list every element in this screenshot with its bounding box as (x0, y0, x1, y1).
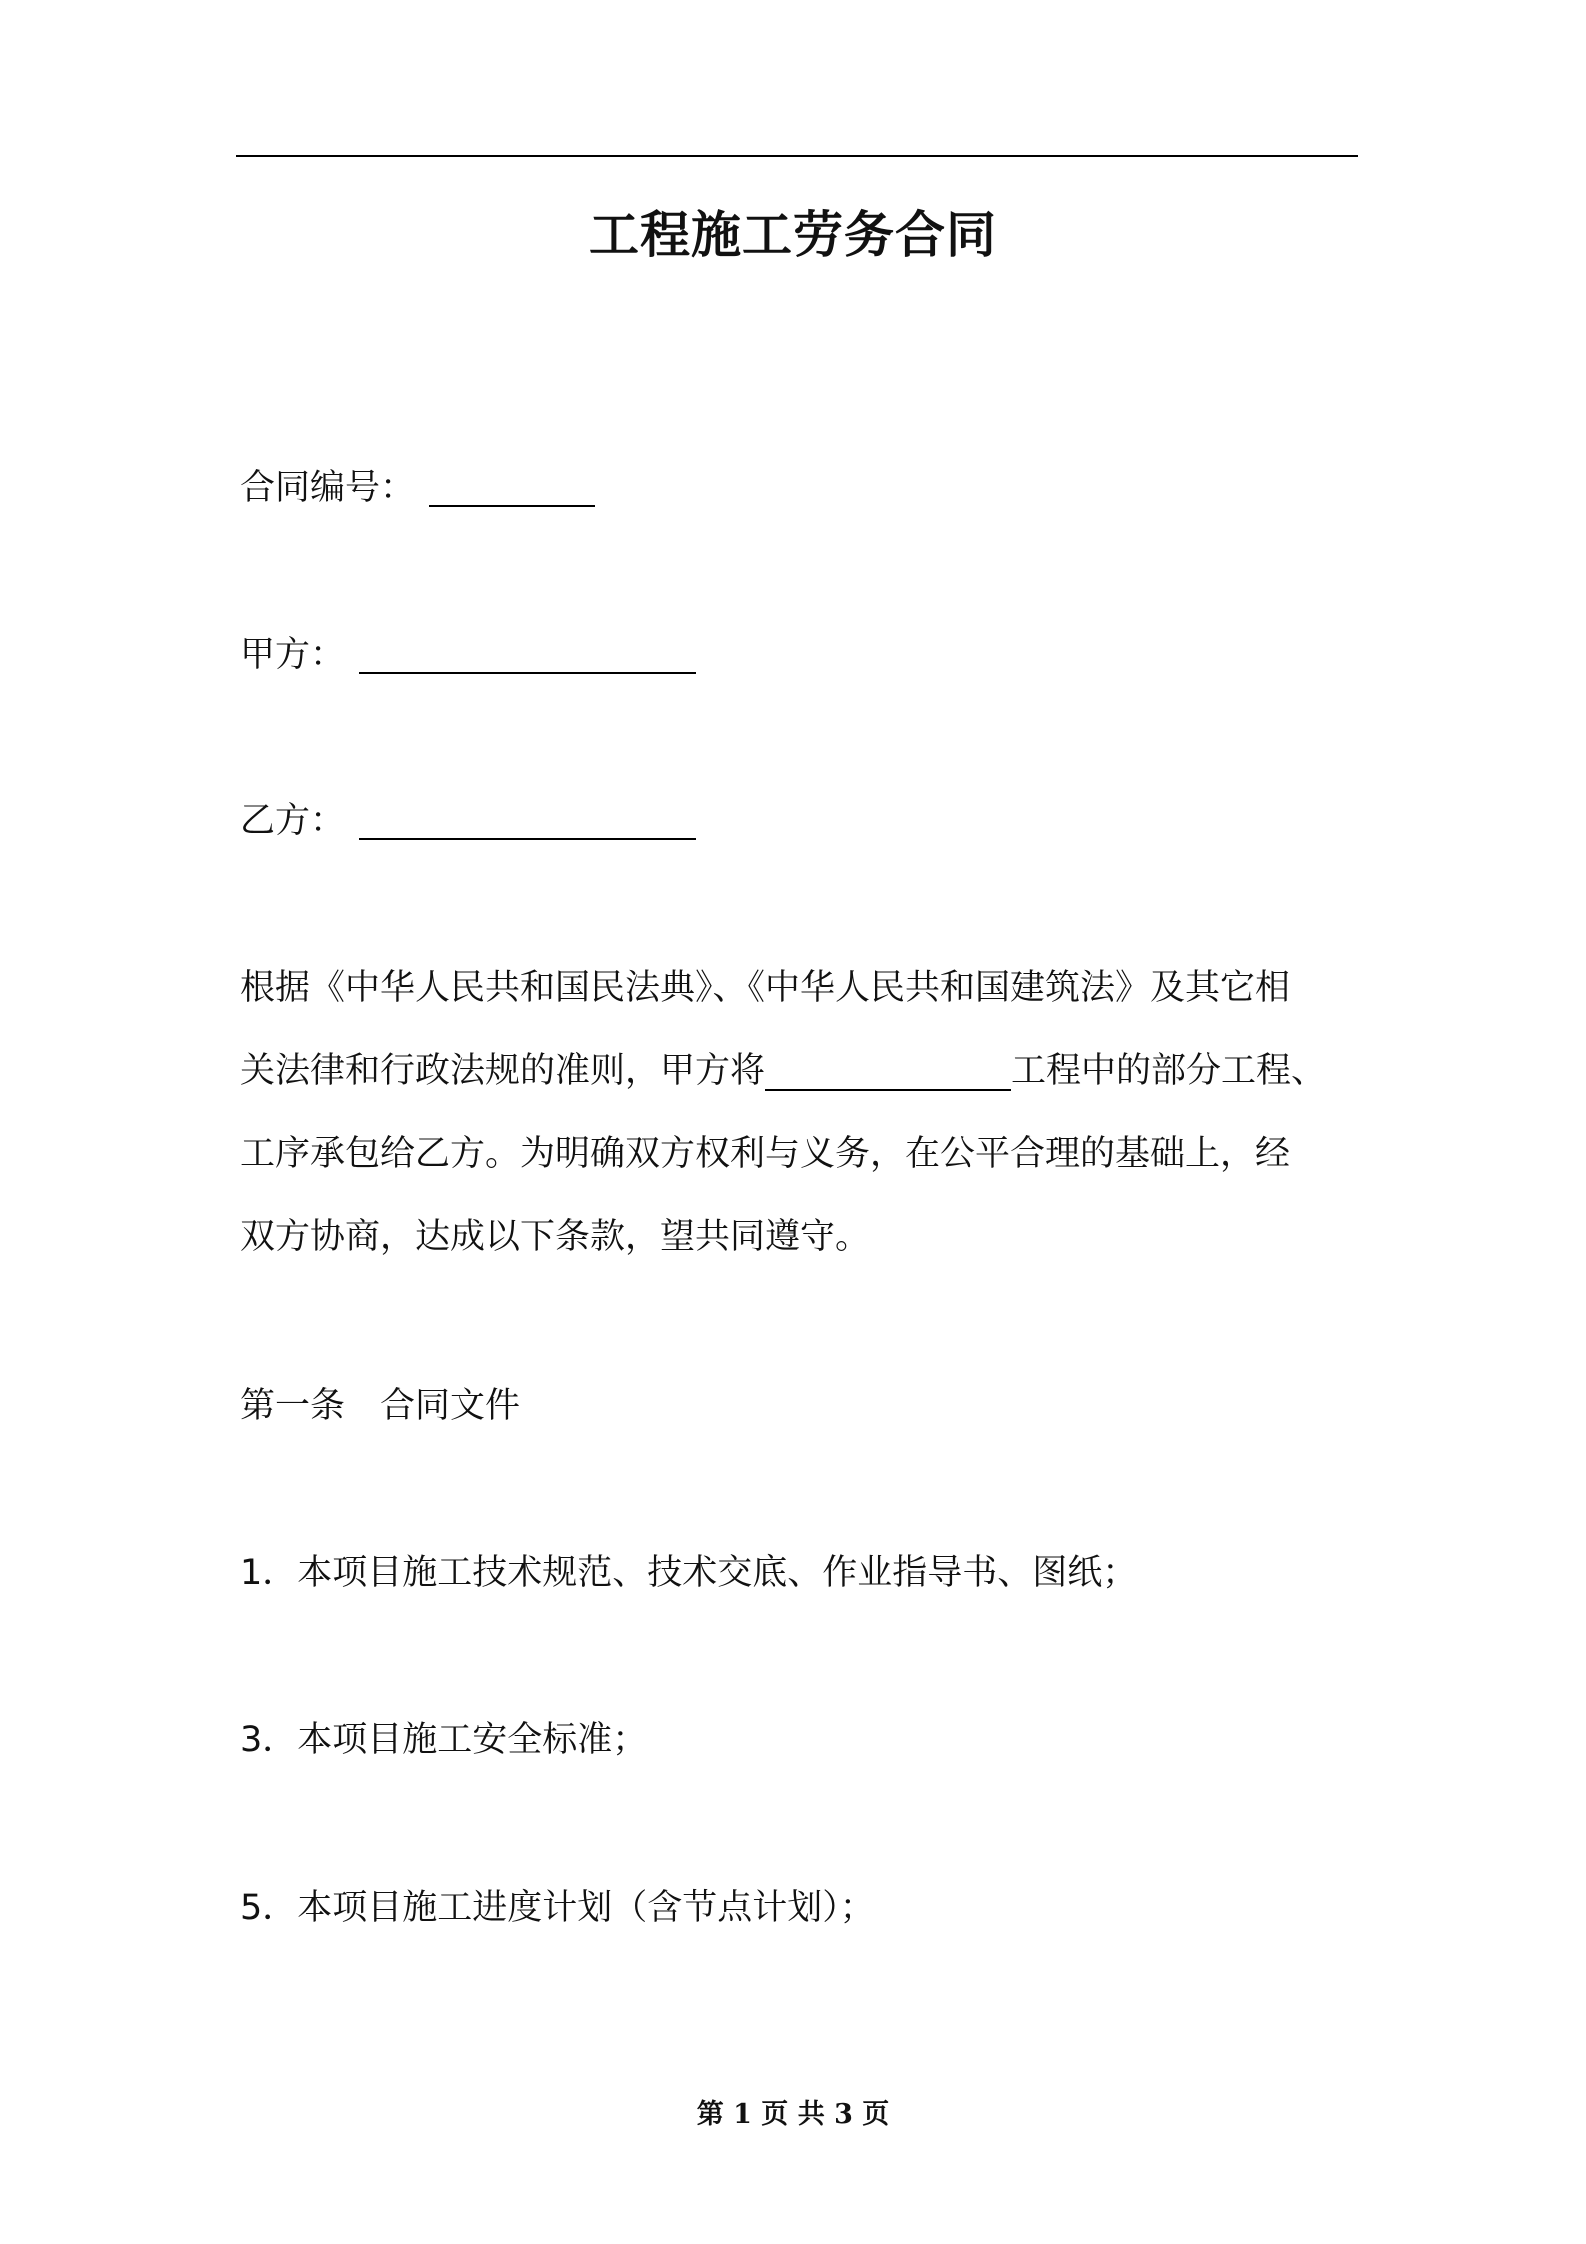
header-rule (236, 155, 1358, 157)
list-item: 1．本项目施工技术规范、技术交底、作业指导书、图纸； (240, 1553, 1138, 1593)
contract-number-label: 合同编号： (240, 468, 416, 508)
list-item: 3．本项目施工安全标准； (240, 1720, 648, 1760)
party-a-line (240, 630, 696, 680)
article-heading: 第一条 合同文件 (240, 1386, 521, 1426)
party-b-label: 乙方： (240, 801, 346, 841)
party-a-label: 甲方： (240, 635, 346, 675)
party-b-blank[interactable] (359, 802, 696, 840)
document-title: 工程施工劳务合同 (589, 206, 997, 264)
preamble-paragraph (240, 947, 1370, 1279)
contract-number-line (240, 463, 595, 513)
list-item: 5．本项目施工进度计划（含节点计划）； (240, 1888, 875, 1928)
party-a-blank[interactable] (359, 636, 696, 674)
preamble-row (240, 1030, 1370, 1113)
preamble-row: 双方协商，达成以下条款，望共同遵守。 (240, 1217, 871, 1257)
party-b-line (240, 796, 696, 846)
preamble-row: 工序承包给乙方。为明确双方权利与义务，在公平合理的基础上，经 (240, 1134, 1291, 1174)
preamble-row: 根据《中华人民共和国民法典》、《中华人民共和国建筑法》及其它相 (240, 968, 1291, 1008)
project-name-blank[interactable] (765, 1053, 1011, 1091)
page-number: 第 1 页 共 3 页 (696, 2099, 890, 2130)
preamble-text: 关法律和行政法规的准则，甲方将 (240, 1051, 766, 1091)
preamble-text: 工程中的部分工程、 (1011, 1051, 1327, 1091)
contract-number-blank[interactable] (429, 469, 595, 507)
